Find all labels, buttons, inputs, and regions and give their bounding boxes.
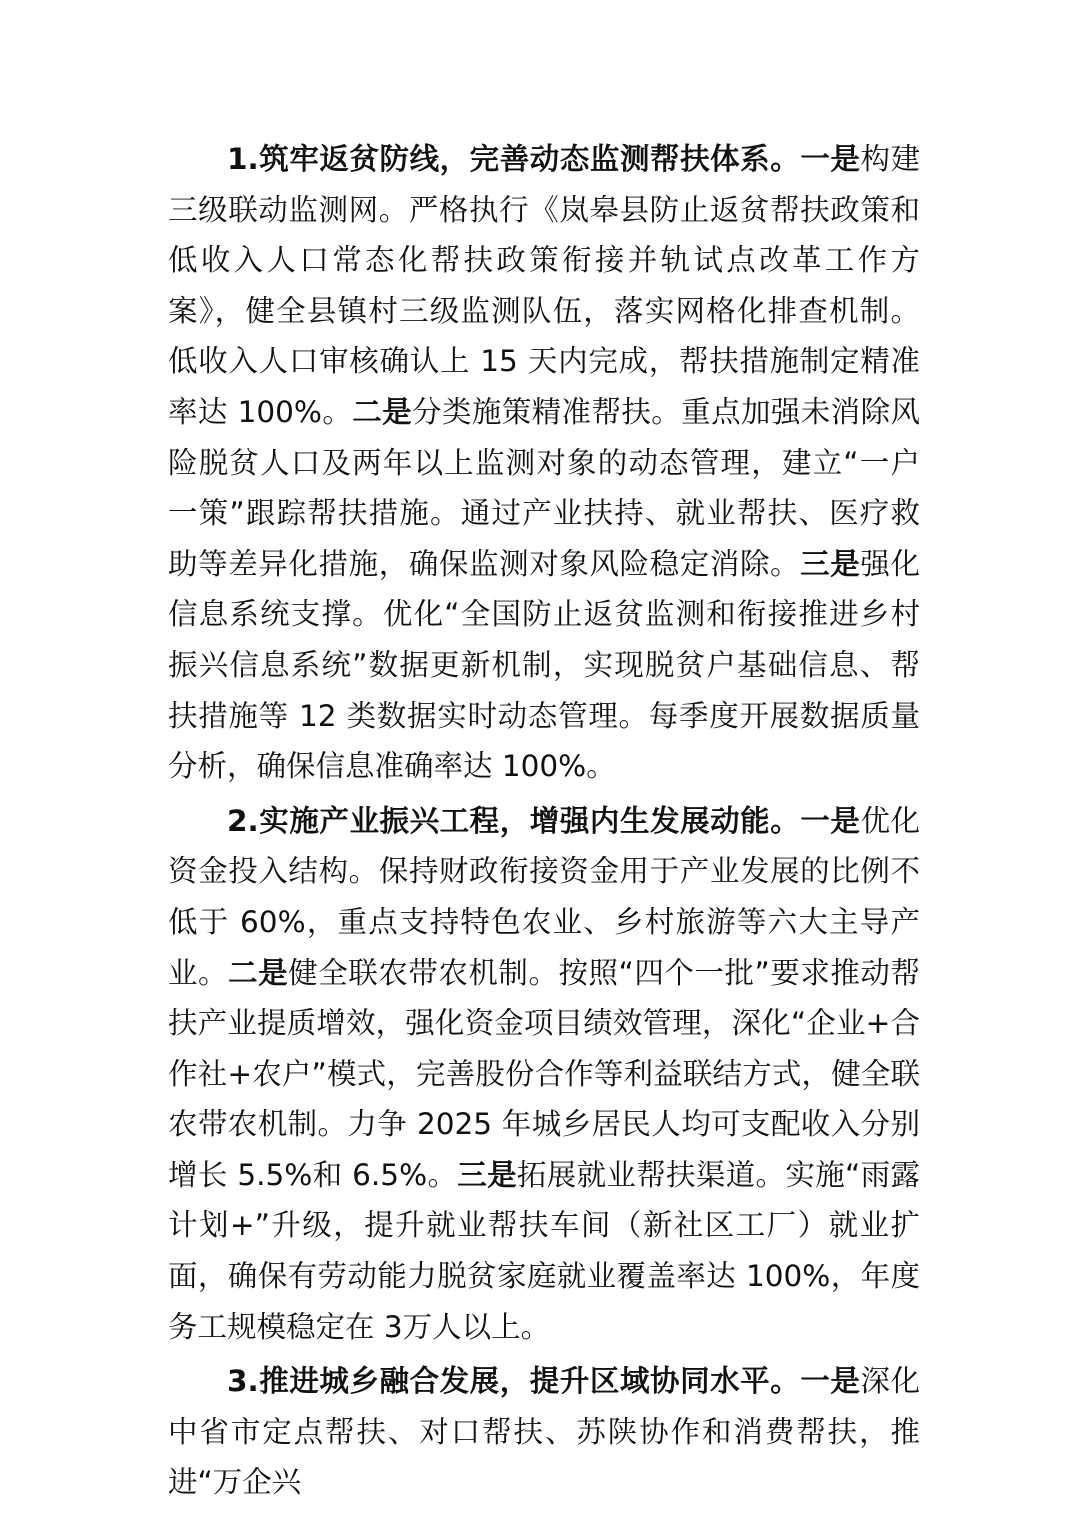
paragraph-heading: 3.推进城乡融合发展，提升区域协同水平。	[227, 1364, 801, 1399]
document-body	[168, 134, 920, 1512]
item-marker: 三是	[800, 546, 861, 581]
item-text: 构建三级联动监测网。严格执行《岚皋县防止返贫帮扶政策和低收入人口常态化帮扶政策衔接并轨试点改革工作方案》，健全县镇村三级监测队伍，落实网格化排查机制。低收入人口审核确认上 15 天内完成，帮扶措施制定精准率达 100%。	[168, 142, 920, 429]
item-text: 拓展就业帮扶渠道。实施“雨露计划+”升级，提升就业帮扶车间（新社区工厂）就业扩面，确保有劳动能力脱贫家庭就业覆盖率达 100%，年度务工规模稳定在 3万人以上。	[168, 1157, 920, 1344]
paragraph-heading: 2.实施产业振兴工程，增强内生发展动能。	[227, 803, 801, 838]
item-text: 优化资金投入结构。保持财政衔接资金用于产业发展的比例不低于 60%，重点支持特色农业、乡村旅游等六大主导产业。	[168, 803, 920, 990]
item-text: 强化信息系统支撑。优化“全国防止返贫监测和衔接推进乡村振兴信息系统”数据更新机制，实现脱贫户基础信息、帮扶措施等 12 类数据实时动态管理。每季度开展数据质量分析，确保信息准确率达 100%。	[168, 546, 920, 784]
item-text: 深化中省市定点帮扶、对口帮扶、苏陕协作和消费帮扶，推进“万企兴	[168, 1364, 920, 1500]
paragraph-heading: 1.筑牢返贫防线，完善动态监测帮扶体系。	[227, 142, 801, 176]
item-marker: 一是	[800, 1364, 861, 1399]
item-text: 分类施策精准帮扶。重点加强未消除风险脱贫人口及两年以上监测对象的动态管理，建立“一户一策”跟踪帮扶措施。通过产业扶持、就业帮扶、医疗救助等差异化措施，确保监测对象风险稳定消除。	[168, 394, 920, 581]
paragraph-2	[168, 796, 920, 1353]
item-marker: 二是	[228, 955, 289, 990]
item-marker: 二是	[352, 394, 413, 429]
item-text: 健全联农带农机制。按照“四个一批”要求推动帮扶产业提质增效，强化资金项目绩效管理，深化“企业+合作社+农户”模式，完善股份合作等利益联结方式，健全联农带农机制。力争 2025 年城乡居民人均可支配收入分别增长 5.5%和 6.5%。	[168, 955, 920, 1192]
item-marker: 三是	[457, 1157, 517, 1192]
item-marker: 一是	[800, 142, 861, 176]
paragraph-1	[168, 134, 920, 792]
paragraph-3	[168, 1356, 920, 1508]
item-marker: 一是	[800, 803, 861, 838]
